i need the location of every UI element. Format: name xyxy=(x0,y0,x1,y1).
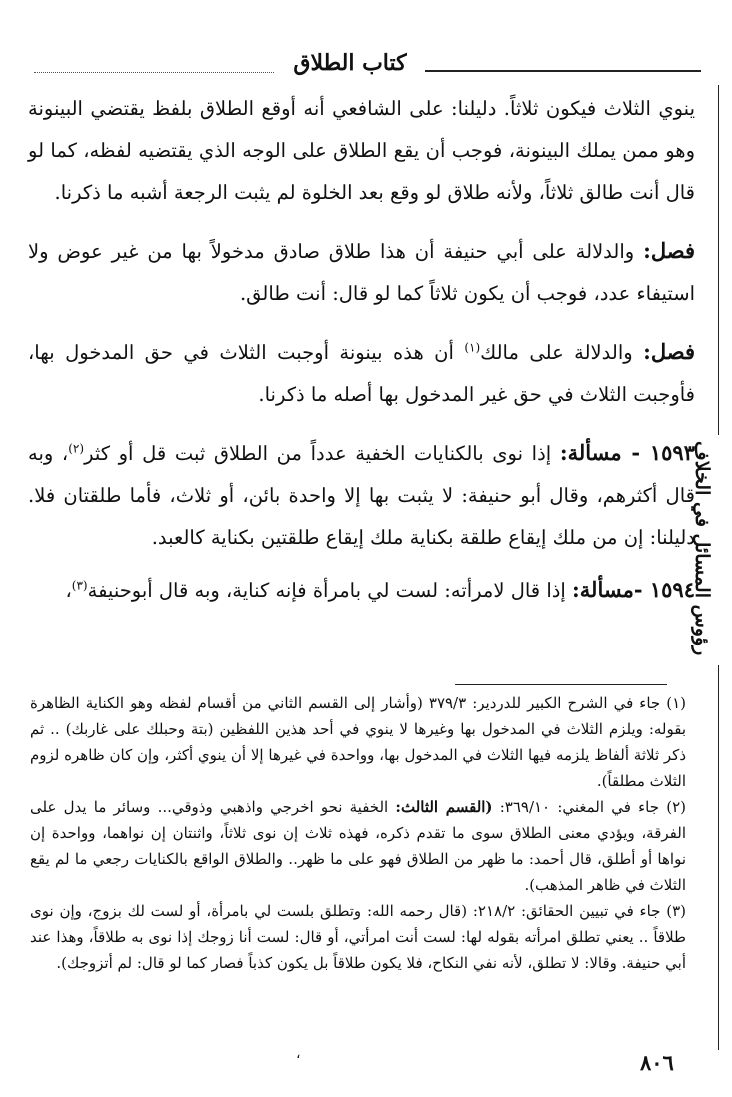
side-rule-bottom xyxy=(718,665,719,1050)
paragraph-1-text: ينوي الثلاث فيكون ثلاثاً. دليلنا: على الشافعي أنه أوقع الطلاق بلفظ يقتضي البينونة وهو ممن يملك البينونة، فوجب أن يقع الطلاق على الوجه الذي يقتضيه لفظه، كما لو قال أنت طالق ثلاثاً، ولأنه طلاق لو وقع بعد الخلوة لم يثبت الرجعة أشبه ما ذكرنا. xyxy=(28,97,695,204)
header-solid-rule xyxy=(425,70,701,72)
paragraph-2 xyxy=(28,230,695,315)
paragraph-1 xyxy=(28,88,695,214)
issue-lead: مسألة: xyxy=(572,577,634,602)
footnote-separator xyxy=(455,684,667,685)
issue-1593-text: إذا نوى بالكنايات الخفية عدداً من الطلاق ثبت قل أو كثر xyxy=(84,442,560,465)
issue-1594 xyxy=(28,569,695,612)
paragraph-3-text-cont: أن هذه بينونة أوجبت الثلاث في حق المدخول بها، فأوجبت الثلاث في حق غير المدخول بها أصله ما ذكرنا. xyxy=(28,341,695,406)
footnote-2-text: (٢) جاء في المغني: ٣٦٩/١٠: xyxy=(492,798,686,816)
footnote-1: (١) جاء في الشرح الكبير للدردير: ٣٧٩/٣ (وأشار إلى القسم الثاني من أقسام لفظه وهو الكناية الظاهرة بقوله: ويلزم الثلاث في المدخول بها وغيرها لا ينوي في أحد هذين اللفظين (بتة وحبلك على غاربك) .. ثم ذكر ثلاثة ألفاظ يلزمه فيها الثلاث في المدخول بها، وواحدة في غيرها إلا أن ينوي أكثر، وإن كان ظاهره لزوم الثلاث مطلقاً). xyxy=(30,694,687,790)
issue-1594-text-cont: ، xyxy=(65,579,72,602)
side-rule-top xyxy=(718,85,719,435)
issue-1593-text-cont: ، وبه قال أكثرهم، وقال أبو حنيفة: لا يثبت بها إلا واحدة بائن، أو ثلاث، فأما طلقتان فلا. دليلنا: إن من ملك إيقاع طلقة بكناية ملك إيقاع طلقتين بكناية كالعبد. xyxy=(28,442,695,549)
footnote-3: (٣) جاء في تبيين الحقائق: ٢١٨/٢: (قال رحمه الله: وتطلق بلست لي بامرأة، أو لست لك بزوج، وإن نوى طلاقاً .. يعني تطلق امرأته بقوله لها: لست أنت امرأتي، أو قال: لست أنا زوجك إذا نوى به طلاقاً، وهذا عند أبي حنيفة. وقالا: لا تطلق، لأنه نفي النكاح، فلا يكون طلاقاً بل يكون كذباً فصار كما لو قال: لم أتزوجك). xyxy=(30,902,686,972)
page-number: ٨٠٦ xyxy=(640,1050,674,1075)
side-book-title: رؤوس المسائل في الخلاف xyxy=(691,440,713,655)
footnotes xyxy=(30,690,686,976)
issue-number: ١٥٩٣ - xyxy=(621,440,695,465)
issue-1593 xyxy=(28,432,695,559)
footnote-2-bold: (القسم الثالث: xyxy=(395,798,493,816)
paragraph-2-text: والدلالة على أبي حنيفة أن هذا طلاق صادق مدخولاً بها من غير عوض ولا استيفاء عدد، فوجب أن يكون ثلاثاً كما لو قال: أنت طالق. xyxy=(28,240,695,305)
issue-lead: مسألة: xyxy=(559,440,622,465)
footnote-2-text-cont: الخفية نحو اخرجي واذهبي وذوقي... وسائر ما يدل على الفرقة، ويؤدي معنى الطلاق سوى ما تقدم ذكره، فهذه ثلاث إن نوى ثلاثاً، واثنتان إن نواهما، وواحدة إن نواها أو أطلق، قال أحمد: ما ظهر من الطلاق فهو على ما ظهر.. والطلاق الواقع بالكنايات رجعي ما لم يقع الثلاث في ظاهر المذهب). xyxy=(30,798,686,894)
issue-number: ١٥٩٤ - xyxy=(633,577,695,602)
paragraph-3 xyxy=(28,331,695,416)
footnote-ref-1: (١) xyxy=(464,340,481,355)
header-dotted-rule xyxy=(34,72,274,73)
paragraph-3-text: والدلالة على مالك xyxy=(480,341,644,364)
page-header-title: كتاب الطلاق xyxy=(293,50,407,76)
stray-mark: ، xyxy=(296,1046,301,1062)
section-lead-fasl: فصل: xyxy=(643,238,695,263)
main-text xyxy=(28,88,695,628)
footnote-ref-2: (٢) xyxy=(68,441,85,456)
footnote-2 xyxy=(30,794,686,898)
section-lead-fasl: فصل: xyxy=(643,339,695,364)
footnote-ref-3: (٣) xyxy=(71,578,88,593)
issue-1594-text: إذا قال لامرأته: لست لي بامرأة فإنه كناية، وبه قال أبوحنيفة xyxy=(87,579,573,602)
